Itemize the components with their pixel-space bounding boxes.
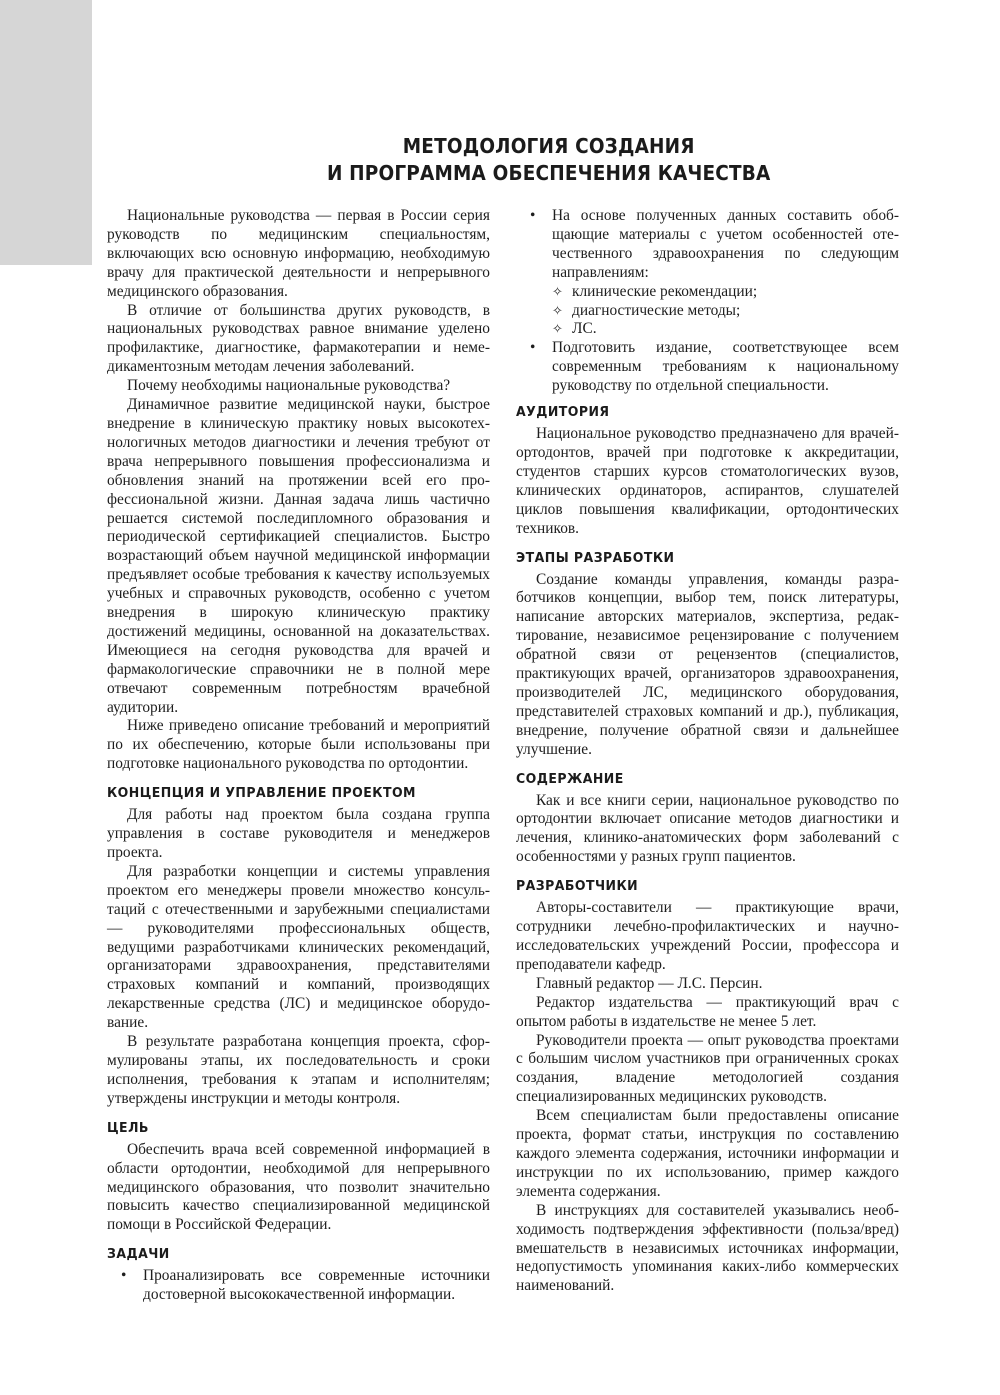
intro-paragraph-1: Национальные руководства — первая в России серия руководств по медицинским специальностям, включающих всю основную информацию, необходимую врачу для практической деятельности и непрерывного медицинского образования. bbox=[107, 207, 490, 300]
stages-paragraph: Создание команды управления, команды разработчиков концепции, выбор тем, поиск литературы, написание авторских материалов, экспертиза, редактирование, независимое рецензирование с получением обратной связи от рецензентов (специалистов, практикующих врачей, организаторов здравоохранения, производителей ЛС, медицинского оборудования, представителей страховых компаний и др.), публикация, внедрение, получение обратной связи и дальнейшее улучшение. bbox=[516, 570, 899, 758]
page-title-line-2: И ПРОГРАММА ОБЕСПЕЧЕНИЯ КАЧЕСТВА bbox=[326, 161, 771, 185]
tasks-list-continued bbox=[516, 207, 899, 396]
page-title-line-1: МЕТОДОЛОГИЯ СОЗДАНИЯ bbox=[402, 134, 695, 158]
task-subitem-3: ✧ ЛС. bbox=[516, 320, 899, 339]
task-item-2 bbox=[516, 207, 899, 283]
developers-paragraph-4: Руководители проекта — опыт руководства проектами с большим числом участников при ограниченных сроках создания, владение методологией создания специализированных медицинских руководств. bbox=[516, 1031, 899, 1106]
goal-paragraph: Обеспечить врача всей современной информацией в области ортодонтии, необходимой для непрерывного медицинского образования, что позволит значительно повысить качество специализированной медицинской помощи в Российской Федерации. bbox=[107, 1140, 490, 1234]
side-tab-marker bbox=[0, 0, 92, 265]
developers-paragraph-2: Главный редактор — Л.С. Персин. bbox=[536, 974, 763, 992]
concept-paragraph-1: Для работы над проектом была создана группа управления в составе руководителя и менеджеров проекта. bbox=[107, 806, 490, 861]
concept-paragraph-3: В результате разработана концепция проекта, сформулированы этапы, их последовательность и сроки исполнения, требования к этапам и исполнителям; утверждены инструкции и методы контроля. bbox=[107, 1033, 490, 1107]
concept-heading: КОНЦЕПЦИЯ И УПРАВЛЕНИЕ ПРОЕКТОМ bbox=[107, 785, 416, 802]
task-subitem-2: ✧ диагностические методы; bbox=[516, 302, 899, 321]
task-subitem-1: ✧ клинические рекомендации; bbox=[516, 283, 899, 302]
tasks-heading: ЗАДАЧИ bbox=[107, 1246, 170, 1263]
audience-paragraph: Национальное руководство предназначено для врачей-ортодонтов, врачей при подготовке к аккредитации, студентов старших курсов стоматологических вузов, клинических ординаторов, аспирантов, слушателей циклов повышения квалификации, ортодонтических техников. bbox=[516, 425, 899, 537]
developers-paragraph-6: В инструкциях для составителей указывались необходимость подтверждения эффективности (польза/вред) вмешательств в независимых источниках информации, недопустимость упоминания каких-либо коммерческих наименований. bbox=[516, 1201, 899, 1295]
page-title bbox=[140, 133, 957, 187]
intro-paragraph-5: Ниже приведено описание требований и мероприятий по их обеспечению, которые были использованы при подготовке национального руководства по ортодонтии. bbox=[107, 717, 490, 773]
task-item-1: • Проанализировать все современные источники достоверной высококачественной информации. bbox=[107, 1267, 490, 1305]
goal-heading: ЦЕЛЬ bbox=[107, 1119, 149, 1136]
stages-heading: ЭТАПЫ РАЗРАБОТКИ bbox=[516, 549, 675, 566]
developers-paragraph-1: Авторы-составители — практикующие врачи, сотрудники лечебно-профилактических и научно-исследовательских учреждений России, профессора и преподаватели кафедр. bbox=[516, 899, 899, 973]
content-paragraph: Как и все книги серии, национальное руководство по ортодонтии включает описание методов диагностики и лечения, клинико-анатомических форм заболеваний с особенностями у разных групп пациентов. bbox=[516, 791, 899, 866]
task-item-3: • Подготовить издание, соответствующее всем современным требованиям к национальному руководству по отдельной специальности. bbox=[516, 339, 899, 396]
content-heading: СОДЕРЖАНИЕ bbox=[516, 770, 624, 787]
intro-paragraph-4: Динамичное развитие медицинской науки, быстрое внедрение в клиническую практику новых высокотехнологичных методов диагностики и лечения требуют от врача непрерывного повышения профессионализма и обновления знаний на протяжении всей его профессиональной жизни. Данная задача лишь частично решается системой последипломного образования и периодической сертификацией специалистов. Быстро возрастающий объем научной медицинской информации предъявляет особые требования к качеству используемых учебных и справочных руководств, особенно с учетом внедрения в широкую клиническую практику достижений медицины, основанной на доказательствах. Имеющиеся на сегодня руководства для врачей и фармакологические справочники не в полной мере отвечают современным потребностям врачебной аудитории. bbox=[107, 396, 490, 716]
developers-heading: РАЗРАБОТЧИКИ bbox=[516, 878, 639, 895]
audience-heading: АУДИТОРИЯ bbox=[516, 404, 610, 421]
developers-paragraph-3: Редактор издательства — практикующий врач с опытом работы в издательстве не менее 5 лет. bbox=[516, 993, 899, 1030]
intro-paragraph-3: Почему необходимы национальные руководства? bbox=[127, 377, 451, 395]
concept-paragraph-2: Для разработки концепции и системы управления проектом его менеджеры провели множество консультаций с отечественными и зарубежными специалистами — руководителями профессиональных обществ, ведущими разработчиками клинических рекомендаций, организаторами здравоохранения, представителями страховых компаний и компаний, производящих лекарственные средства (ЛС) и медицинское оборудование. bbox=[107, 862, 490, 1032]
task-item-2-text: На основе полученных данных составить обобщающие материалы с учетом особенностей отечественного здравоохранения по следующим направлениям: bbox=[552, 207, 899, 281]
left-column bbox=[107, 207, 490, 1305]
developers-paragraph-5: Всем специалистам были предоставлены описание проекта, формат статьи, инструкция по составлению каждого элемента содержания, источники информации и инструкции по их использованию, пример каждого элемента содержания. bbox=[516, 1107, 899, 1200]
right-column bbox=[516, 207, 899, 1296]
intro-paragraph-2: В отличие от большинства других руководств, в национальных руководствах равное внимание уделено профилактике, диагностике, фармакотерапии и немедикаментозным методам лечения заболеваний. bbox=[107, 301, 490, 376]
tasks-list bbox=[107, 1267, 490, 1305]
